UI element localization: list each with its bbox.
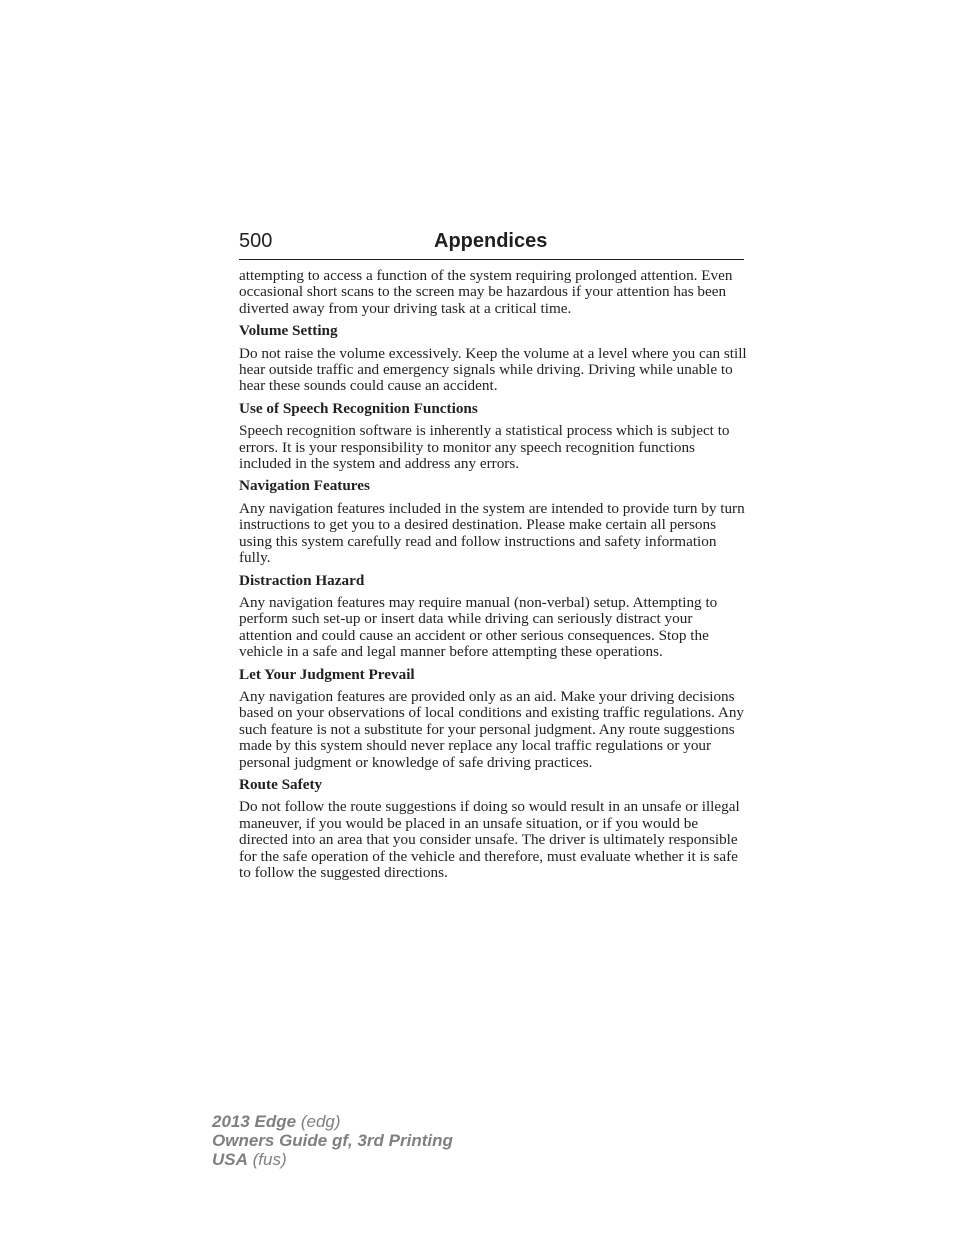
footer-region-code: (fus) xyxy=(247,1150,287,1169)
section-heading-route-safety: Route Safety xyxy=(239,775,323,793)
section-body-judgment-prevail: Any navigation features are provided only as an aid. Make your driving decisions based on your observations of local conditions and existing traffic regulations. Any such feature is not a substitute for your personal judgment. Any route suggestions made by this system should never replace any local traffic regulations or your personal judgment or knowledge of safe driving practices. xyxy=(239,687,745,771)
footer-model: 2013 Edge xyxy=(212,1112,297,1131)
page-header xyxy=(239,226,744,260)
intro-paragraph: attempting to access a function of the system requiring prolonged attention. Even occasional short scans to the screen may be hazardous if your attention has been diverted away from your driving task at a critical time. xyxy=(239,267,733,317)
section-title: Appendices xyxy=(434,230,548,252)
section-body-route-safety: Do not follow the route suggestions if doing so would result in an unsafe or illegal maneuver, if you would be placed in an unsafe situation, or if you would be directed into an area that you consider unsafe. The driver is ultimately responsible for the safe operation of the vehicle and therefore, must evaluate whether it is safe to follow the suggested directions. xyxy=(239,798,740,881)
section-body-volume-setting: Do not raise the volume excessively. Keep the volume at a level where you can still hear outside traffic and emergency signals while driving. Driving while unable to hear these sounds could cause an accident. xyxy=(239,344,747,395)
section-body-navigation-features: Any navigation features included in the system are intended to provide turn by turn instructions to get you to a desired destination. Please make certain all persons using this system carefully read and follow instructions and safety information fully. xyxy=(239,499,745,567)
section-body-distraction-hazard: Any navigation features may require manual (non-verbal) setup. Attempting to perform such set-up or insert data while driving can seriously distract your attention and could cause an accident or other serious consequences. Stop the vehicle in a safe and legal manner before attempting these operations. xyxy=(239,593,718,661)
footer-line-model xyxy=(212,1112,453,1131)
page-number: 500 xyxy=(239,230,273,252)
section-body-speech-recognition: Speech recognition software is inherently a statistical process which is subject to errors. It is your responsibility to monitor any speech recognition functions included in the system and address any errors. xyxy=(239,422,730,473)
footer-line-region xyxy=(212,1150,453,1169)
footer-model-code: (edg) xyxy=(296,1112,341,1131)
page-content xyxy=(239,268,749,881)
section-heading-navigation-features: Navigation Features xyxy=(239,477,370,495)
footer-guide: Owners Guide gf, 3rd Printing xyxy=(212,1131,453,1150)
page-footer xyxy=(212,1112,453,1169)
footer-region: USA xyxy=(212,1150,248,1169)
section-heading-judgment-prevail: Let Your Judgment Prevail xyxy=(239,665,415,683)
section-heading-distraction-hazard: Distraction Hazard xyxy=(239,571,365,589)
section-heading-speech-recognition: Use of Speech Recognition Functions xyxy=(239,399,478,417)
section-heading-volume-setting: Volume Setting xyxy=(239,322,338,340)
